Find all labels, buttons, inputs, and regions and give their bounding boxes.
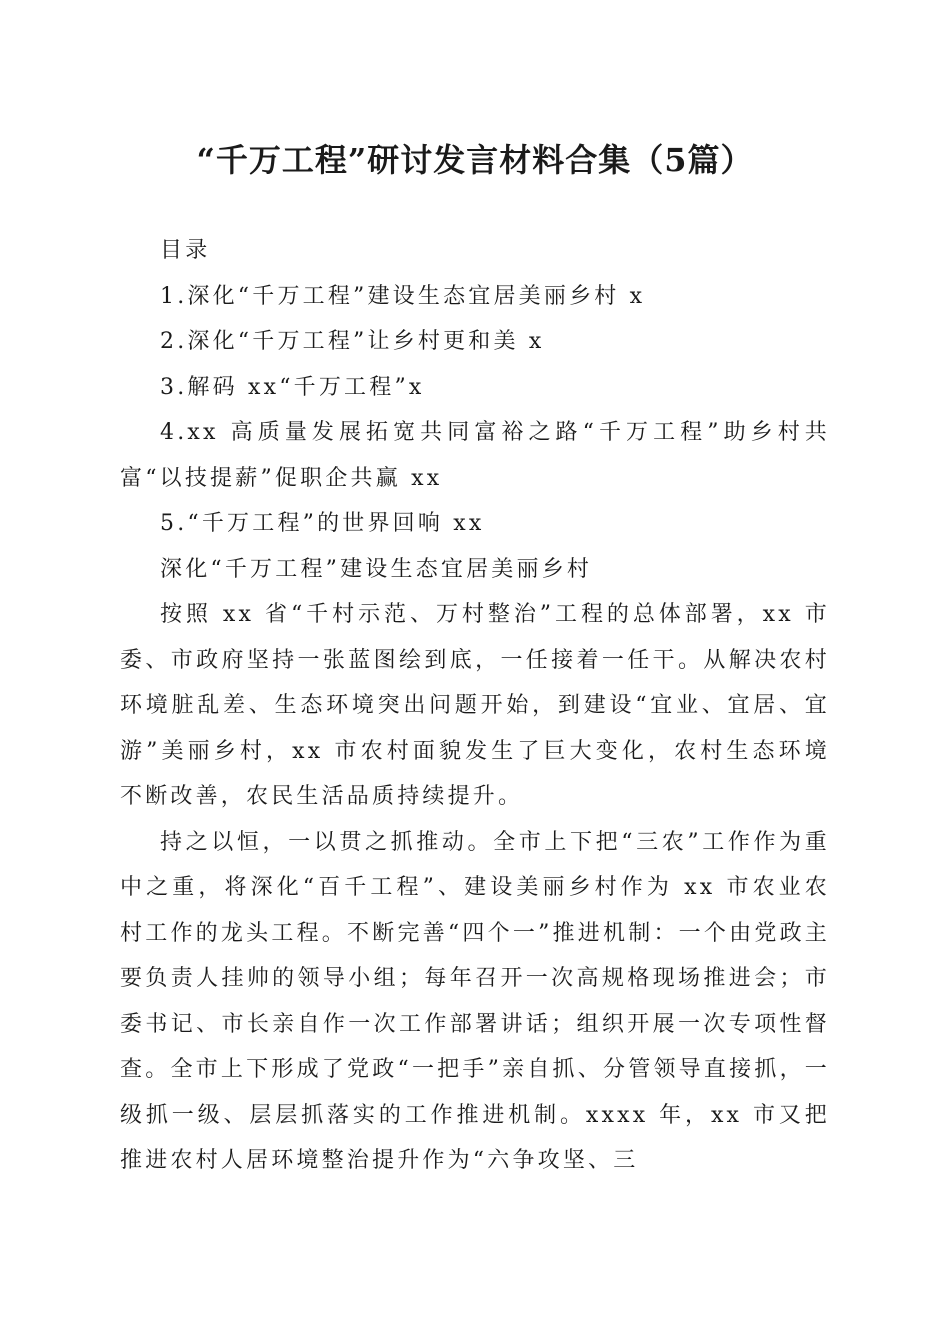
toc-item-3: 3.解码 xx“千万工程”x (160, 374, 425, 400)
toc-item-5: 5.“千万工程”的世界回响 xx (160, 511, 485, 536)
body-paragraph: 持之以恒，一以贯之抓推动。全市上下把“三农”工作作为重中之重，将深化“百千工程”、建设美丽乡村作为 xx 市农业农村工作的龙头工程。不断完善“四个一”推进机制：一个由党政主要负责人挂帅的领导小组；每年召开一次高规格现场推进会；市委书记、市长亲自作一次工作部署讲话；组织开展一次专项性督查。全市上下形成了党政“一把手”亲自抓、分管领导直接抓，一级抓一级、层层抓落实的工作推进机制。xxxx 年，xx 市又把推进农村人居环境整治提升作为“六争攻坚、三 (120, 829, 830, 1173)
document-title: “千万工程”研讨发言材料合集（5篇） (196, 141, 754, 179)
toc-item-4: 4.xx 高质量发展拓宽共同富裕之路“千万工程”助乡村共富“以技提薪”促职企共赢 xx (120, 420, 830, 491)
document-body (120, 228, 830, 1184)
body-paragraph: 按照 xx 省“千村示范、万村整治”工程的总体部署，xx 市委、市政府坚持一张蓝图绘到底，一任接着一任干。从解决农村环境脏乱差、生态环境突出问题开始，到建设“宜业、宜居、宜游”美丽乡村，xx 市农村面貌发生了巨大变化，农村生态环境不断改善，农民生活品质持续提升。 (120, 602, 830, 809)
toc-item-1: 1.深化“千万工程”建设生态宜居美丽乡村 x (160, 283, 646, 309)
toc-item-2: 2.深化“千万工程”让乡村更和美 x (160, 329, 545, 354)
section-title: 深化“千万工程”建设生态宜居美丽乡村 (160, 556, 593, 582)
toc-heading: 目录 (160, 238, 211, 263)
